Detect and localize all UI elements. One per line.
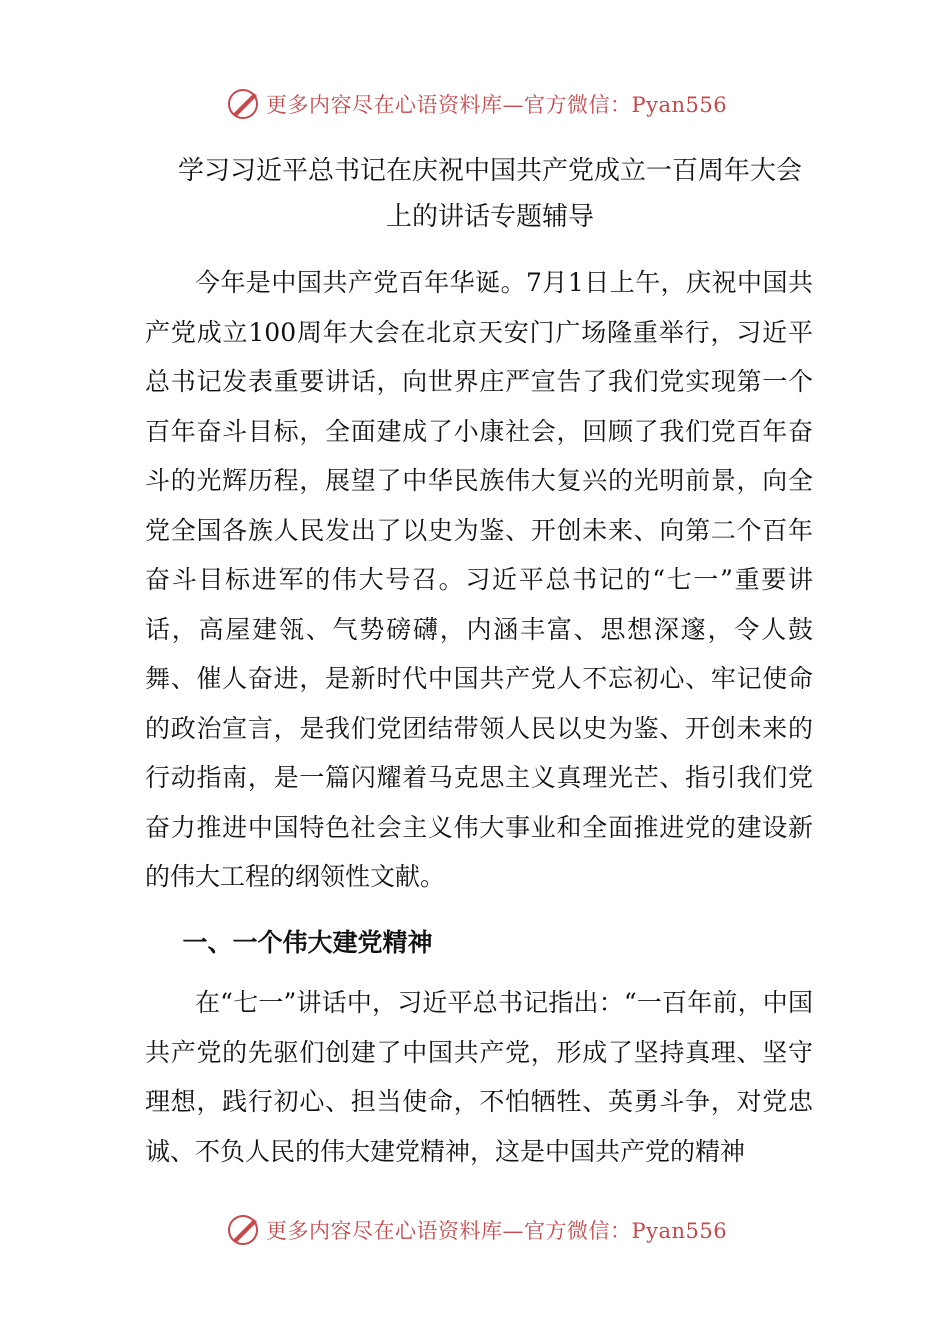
watermark-text: 更多内容尽在心语资料库—官方微信：Pyan556 <box>266 93 728 117</box>
pen-logo-icon <box>226 87 260 121</box>
footer-watermark-banner <box>226 1210 727 1250</box>
watermark-text: 更多内容尽在心语资料库—官方微信：Pyan556 <box>266 1219 728 1243</box>
section-heading: 一、一个伟大建党精神 <box>182 928 433 957</box>
document-title <box>145 148 835 240</box>
header-watermark-banner <box>226 84 727 124</box>
section-body-paragraph: 在“七一”讲话中，习近平总书记指出：“一百年前，中国共产党的先驱们创建了中国共产党，形成了坚持真理、坚守理想，践行初心、担当使命，不怕牺牲、英勇斗争，对党忠诚、不负人民的伟大建党精神，这是中国共产党的精神 <box>145 988 813 1166</box>
title-line-2: 上的讲话专题辅导 <box>385 202 594 232</box>
intro-paragraph: 今年是中国共产党百年华诞。7月1日上午，庆祝中国共产党成立100周年大会在北京天安门广场隆重举行，习近平总书记发表重要讲话，向世界庄严宣告了我们党实现第一个百年奋斗目标，全面建成了小康社会，回顾了我们党百年奋斗的光辉历程，展望了中华民族伟大复兴的光明前景，向全党全国各族人民发出了以史为鉴、开创未来、向第二个百年奋斗目标进军的伟大号召。习近平总书记的“七一”重要讲话，高屋建瓴、气势磅礴，内涵丰富、思想深邃，令人鼓舞、催人奋进，是新时代中国共产党人不忘初心、牢记使命的政治宣言，是我们党团结带领人民以史为鉴、开创未来的行动指南，是一篇闪耀着马克思主义真理光芒、指引我们党奋力推进中国特色社会主义伟大事业和全面推进党的建设新的伟大工程的纲领性文献。 <box>145 268 813 891</box>
pen-logo-icon <box>226 1213 260 1247</box>
title-line-1: 学习习近平总书记在庆祝中国共产党成立一百周年大会 <box>177 156 802 186</box>
